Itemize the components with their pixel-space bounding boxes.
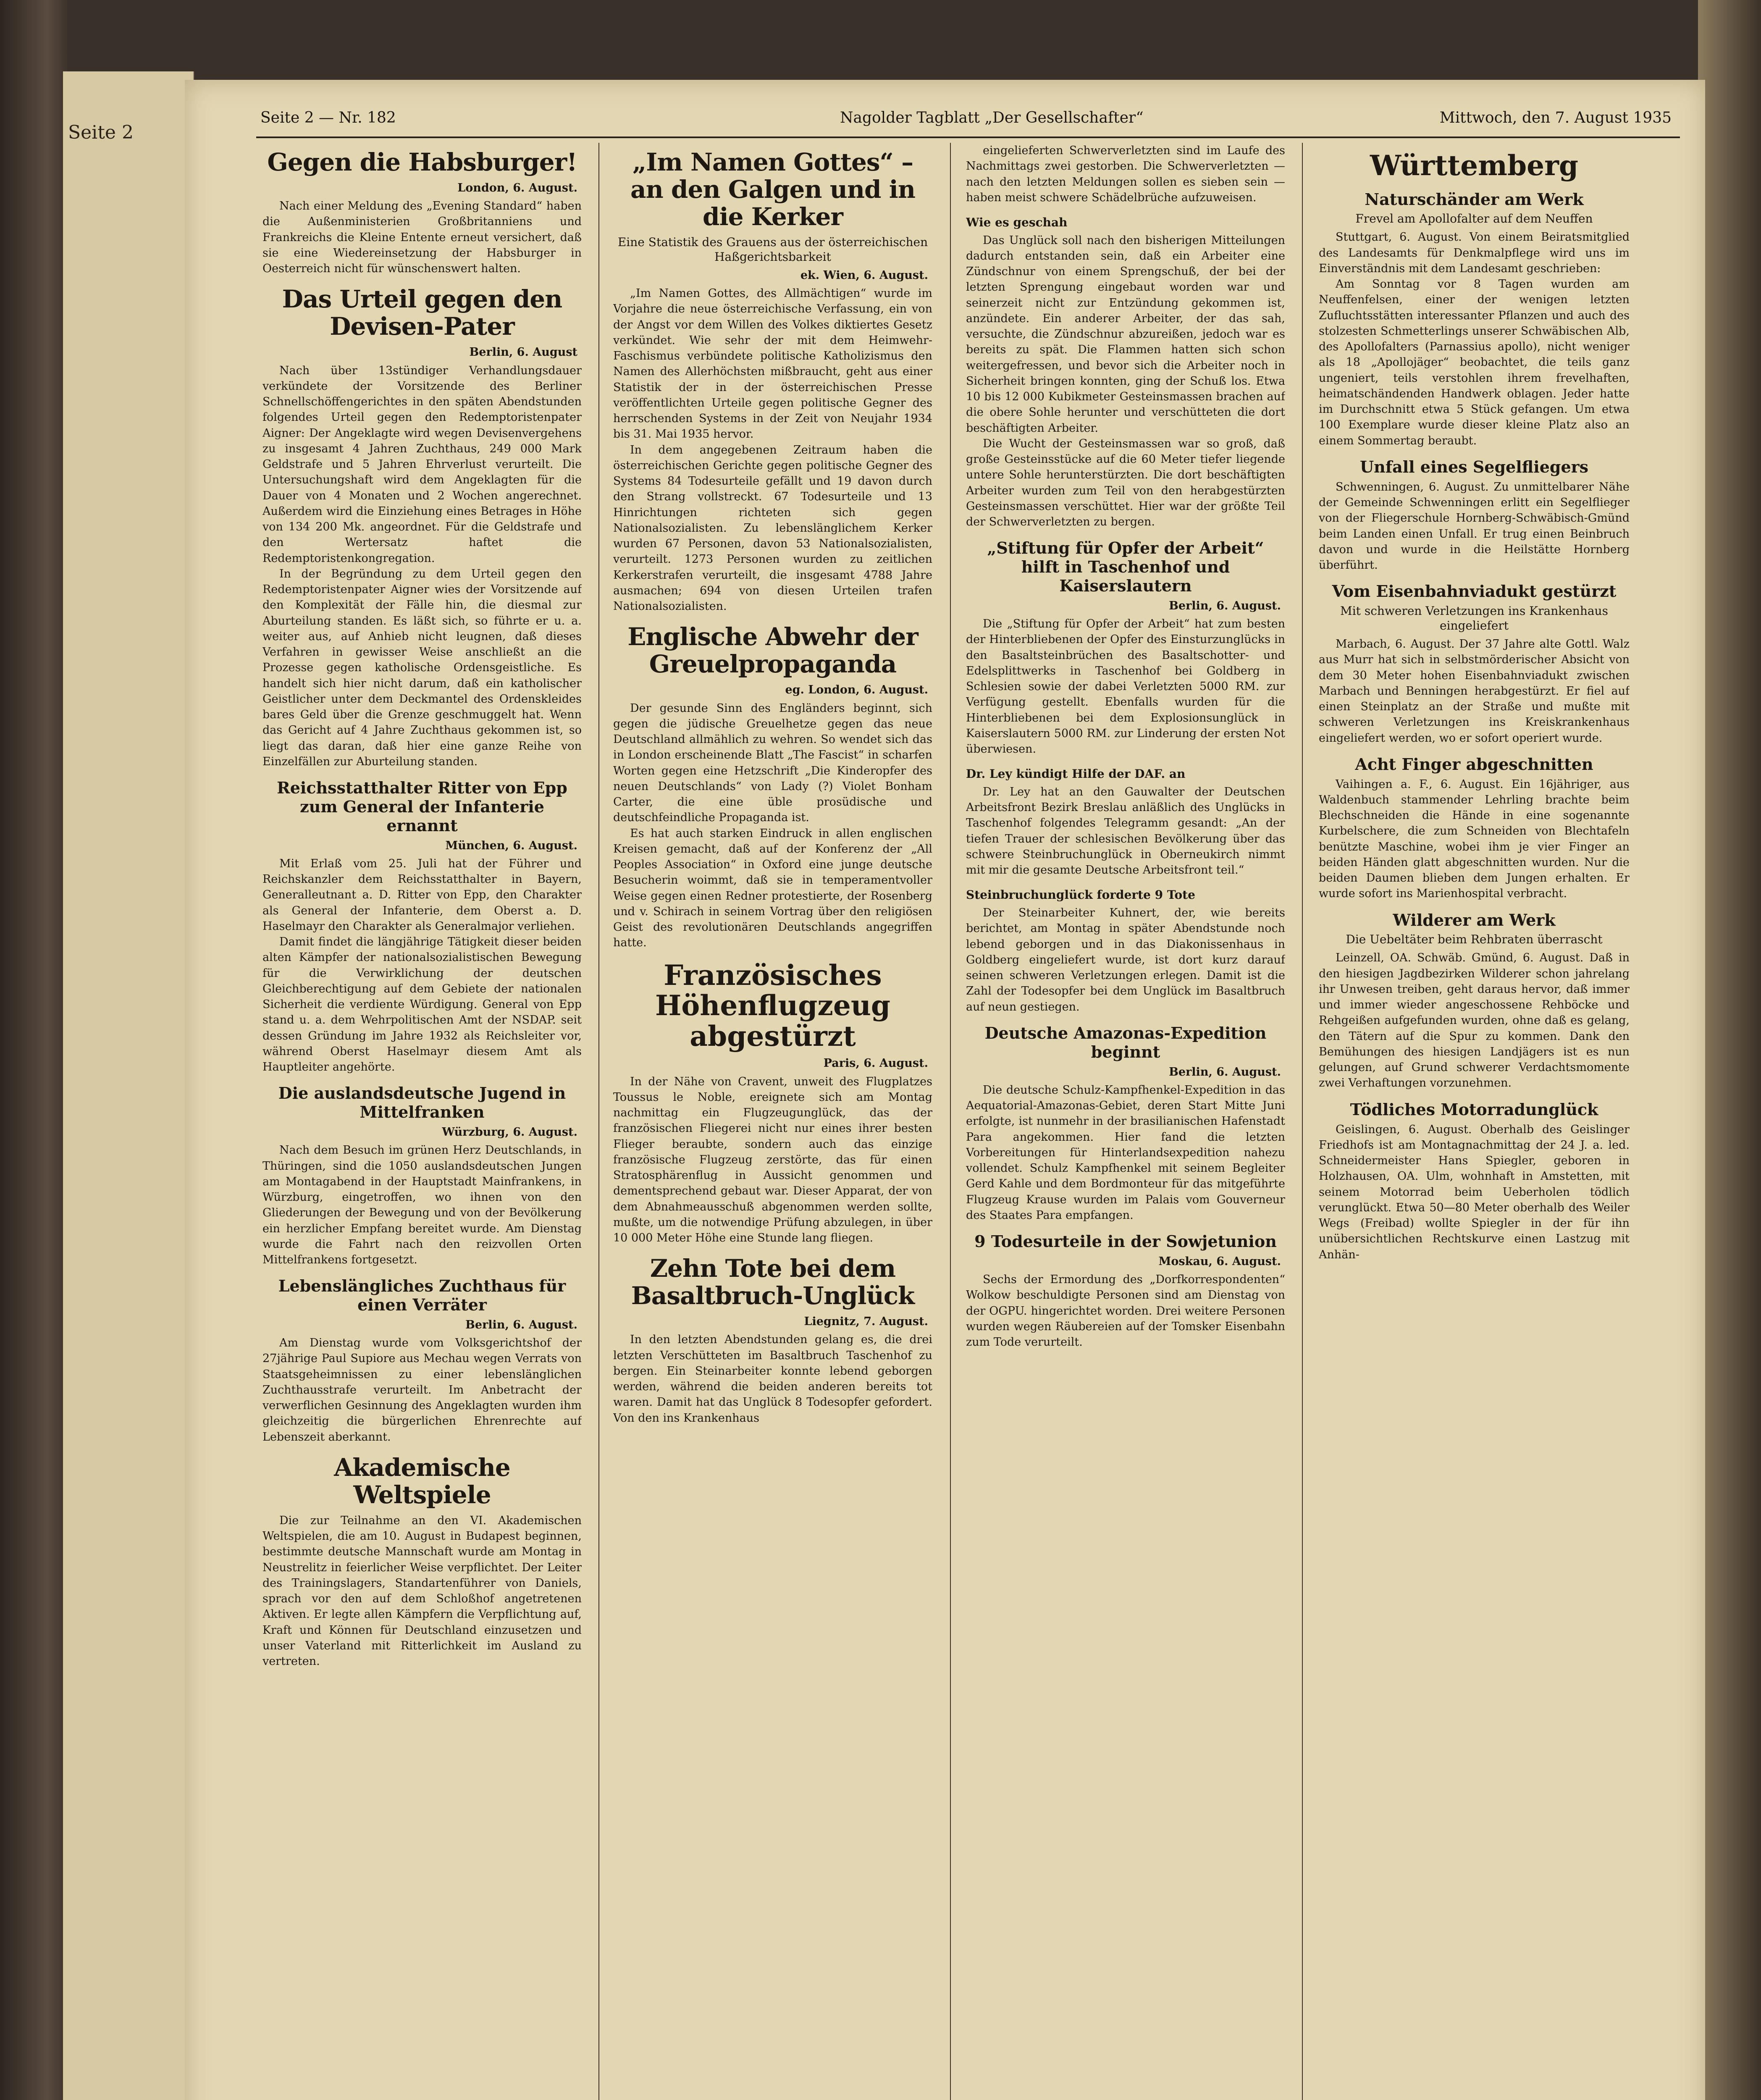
article	[966, 766, 1285, 878]
article-dateline: Paris, 6. August.	[823, 1057, 928, 1070]
article-headline: Vom Eisenbahnviadukt gestürzt	[1332, 582, 1617, 601]
column-rule	[1302, 143, 1303, 2100]
article-headline: Englische Abwehr der Greuelpropaganda	[627, 622, 918, 679]
article	[262, 286, 582, 769]
article	[966, 1024, 1285, 1223]
article-dateline: Moskau, 6. August.	[1158, 1255, 1281, 1268]
article	[1319, 911, 1630, 1091]
article-headline: „Im Namen Gottes“ – an den Galgen und in die Kerker	[630, 148, 915, 231]
column-3	[966, 143, 1285, 2100]
article-paragraph: Die Wucht der Gesteinsmassen war so groß, daß große Gesteinsstücke auf die 60 Meter tiefer liegende untere Sohle herunterstürzten. Die dort beschäftigten Arbeiter wurden zum Teil von den herabgestürzten Gesteinsmassen verschüttet. Hier war der größte Teil der Schwerverletzten zu bergen.	[966, 437, 1285, 529]
article-paragraph: „Im Namen Gottes, des Allmächtigen“ wurde im Vorjahre die neue österreichische Verfassung, ein von der Angst vor dem Willen des Volkes diktiertes Gesetz verkündet. Wie sehr der mit dem Heimwehr-Faschismus verbündete politische Katholizismus den Namen des Allerhöchsten mißbraucht, geht aus einer Statistik der in der österreichischen Presse veröffentlichten Urteile gegen politische Gegner des herrschenden Systems in der Zeit von Neujahr 1934 bis 31. Mai 1935 hervor.	[613, 287, 932, 441]
article-paragraph: Leinzell, OA. Schwäb. Gmünd, 6. August. Daß in den hiesigen Jagdbezirken Wilderer schon jahrelang ihr Unwesen treiben, geht daraus hervor, daß immer und immer wieder angeschossene Rehböcke und Rehgeißen aufgefunden wurden, ohne daß es gelang, den Tätern auf die Spur zu kommen. Dank den Bemühungen des hiesigen Landjägers ist es nun gelungen, auf Grund schwerer Verdachtsmomente zwei Verhaftungen vorzunehmen.	[1319, 951, 1630, 1090]
column-rule	[950, 143, 951, 2100]
header-newspaper-title: Nagolder Tagblatt „Der Gesellschafter“	[840, 109, 1144, 126]
article	[966, 143, 1285, 205]
article	[966, 539, 1285, 757]
article-headline: Lebenslängliches Zuchthaus für einen Verräter	[278, 1276, 566, 1315]
article-paragraph: eingelieferten Schwerverletzten sind im Laufe des Nachmittags zwei gestorben. Die Schwerverletzten — nach den letzten Meldungen sollen es sieben sein — haben meist schwere Schädelbrüche aufzuweisen.	[966, 144, 1285, 204]
article-kicker: Steinbruchunglück forderte 9 Tote	[966, 888, 1195, 902]
article-headline: Wilderer am Werk	[1393, 910, 1556, 929]
article-dateline: Berlin, 6. August.	[1169, 599, 1281, 612]
article-paragraph: Vaihingen a. F., 6. August. Ein 16jähriger, aus Waldenbuch stammender Lehrling brachte beim Blechschneiden die Hände in eine sogenannte Kurbelschere, die zum Schneiden von Blechtafeln benützte Maschine, wobei ihm je vier Finger an beiden Händen glatt abgeschnitten wurden. Nur die beiden Daumen blieben dem Jungen erhalten. Er wurde sofort ins Marienhospital verbracht.	[1319, 777, 1630, 900]
article-headline: Akademische Weltspiele	[334, 1453, 510, 1509]
article-paragraph: Die „Stiftung für Opfer der Arbeit“ hat zum besten der Hinterbliebenen der Opfer des Einsturzunglücks in den Basaltsteinbrüchen des Basaltschotter- und Edelsplittwerks in Taschenhof bei Goldberg in Schlesien sowie der dabei Verletzten 5000 RM. zur Verfügung gestellt. Ebenfalls wurden für die Hinterbliebenen bei dem Explosionsunglück in Kaiserslautern 5000 RM. zur Linderung der ersten Not überwiesen.	[966, 617, 1285, 756]
article	[1319, 582, 1630, 746]
article-kicker: Wie es geschah	[966, 215, 1068, 229]
article-paragraph: Am Dienstag wurde vom Volksgerichtshof der 27jährige Paul Supiore aus Mechau wegen Verrats von Staatsgeheimnissen zu einer lebenslänglichen Zuchthausstrafe verurteilt. Im Anbetracht der verwerflichen Gesinnung des Angeklagten wurden ihm gleichzeitig die bürgerlichen Ehrenrechte auf Lebenszeit aberkannt.	[262, 1336, 582, 1444]
article-dateline: Liegnitz, 7. August.	[804, 1315, 928, 1328]
article	[262, 1454, 582, 1669]
article-paragraph: In der Begründung zu dem Urteil gegen den Redemptoristenpater Aigner wies der Vorsitzende auf den Komplexität der Fälle hin, die diesmal zur Aburteilung standen. Es läßt sich, so führte er u. a. weiter aus, auf Anhieb nicht leugnen, daß dieses Verfahren in gewisser Weise anschließt an die Prozesse gegen katholische Ordensgeistliche. Es handelt sich hier nicht darum, daß ein katholischer Geistlicher unter dem Deckmantel des Ordenskleides bares Geld über die Grenze geschmuggelt hat. Wenn das Gericht auf 4 Jahre Zuchthaus gekommen ist, so liegt das daran, daß hier eine ganze Reihe von Einzelfällen zur Aburteilung standen.	[262, 567, 582, 768]
article	[613, 1255, 932, 1426]
book-binding	[0, 0, 67, 2100]
article	[1319, 1100, 1630, 1263]
article-paragraph: Stuttgart, 6. August. Von einem Beiratsmitglied des Landesamts für Denkmalpflege wird uns im Einverständnis mit dem Landesamt geschrieben:	[1319, 231, 1630, 275]
article-headline: Acht Finger abgeschnitten	[1355, 754, 1593, 774]
article-paragraph: Es hat auch starken Eindruck in allen englischen Kreisen gemacht, daß auf der Konferenz der „All Peoples Association“ in Oxford eine junge deutsche Besucherin woimmt, daß sie in temperamentvoller Weise gegen einen Redner protestierte, der Rosenberg und v. Schirach in seinem Vortrag über den religiösen Geist des revolutionären Deutschlands angegriffen hatte.	[613, 827, 932, 950]
article-dateline: London, 6. August.	[457, 181, 577, 194]
page-header	[260, 109, 1672, 134]
article-dateline: Würzburg, 6. August.	[442, 1126, 577, 1139]
article-paragraph: Das Unglück soll nach den bisherigen Mitteilungen dadurch entstanden sein, daß ein Arbeiter eine Zündschnur von einem Sprengschuß, der bei der letzten Sprengung eingebaut worden war und seinerzeit nicht zur Entzündung gekommen ist, anzündete. Ein anderer Arbeiter, der das sah, versuchte, die Zündschnur abzureißen, jedoch war es bereits zu spät. Die Flammen hatten sich schon weitergefressen, und bevor sich die Arbeiter noch in Sicherheit bringen konnten, ging der Schuß los. Etwa 10 bis 12 000 Kubikmeter Gesteinsmassen brachen auf die obere Sohle herunter und verschütteten die dort beschäftigten Arbeiter.	[966, 234, 1285, 435]
article-dateline: eg. London, 6. August.	[785, 683, 928, 697]
article	[613, 960, 932, 1246]
article-subheadline: Eine Statistik des Grauens aus der österreichischen Haßgerichtsbarkeit	[617, 235, 928, 264]
column-1	[262, 143, 582, 2100]
article-paragraph: Nach dem Besuch im grünen Herz Deutschlands, in Thüringen, sind die 1050 auslandsdeutschen Jungen am Montagabend in der Hauptstadt Mainfrankens, in Würzburg, eingetroffen, wo ihnen von den Gliederungen der Bewegung und von der Bevölkerung ein herzlicher Empfang bereitet wurde. Am Dienstag wurde die Fahrt nach den reizvollen Orten Mittelfrankens fortgesetzt.	[262, 1144, 582, 1266]
previous-page-header: Seite 2	[68, 122, 134, 143]
article-paragraph: Marbach, 6. August. Der 37 Jahre alte Gottl. Walz aus Murr hat sich in selbstmörderischer Absicht von dem 30 Meter hohen Eisenbahnviadukt zwischen Marbach und Benningen herabgestürzt. Er fiel auf einen Steinplatz an der Straße und mußte mit schweren Verletzungen ins Kreiskrankenhaus eingeliefert werden, wo er sofort operiert wurde.	[1319, 638, 1630, 745]
article-subheadline: Frevel am Apollofalter auf dem Neuffen	[1355, 212, 1593, 226]
article	[613, 149, 932, 614]
article-dateline: Berlin, 6. August.	[1169, 1065, 1281, 1079]
article-dateline: München, 6. August.	[445, 839, 577, 852]
article-paragraph: Dr. Ley hat an den Gauwalter der Deutschen Arbeitsfront Bezirk Breslau anläßlich des Unglücks in Taschenhof folgendes Telegramm gesandt: „An der tiefen Trauer der schlesischen Bevölkerung über das schwere Steinbruchunglück in Oberneukirch nimmt mit mir die gesamte Deutsche Arbeitsfront teil.“	[966, 785, 1285, 877]
article-dateline: ek. Wien, 6. August.	[800, 268, 928, 282]
header-page-number: Seite 2 — Nr. 182	[260, 109, 396, 126]
article-dateline: Berlin, 6. August	[469, 346, 577, 359]
column-rule	[598, 143, 599, 2100]
article-headline: Unfall eines Segelfliegers	[1359, 457, 1589, 476]
article-headline: Tödliches Motorradunglück	[1350, 1100, 1598, 1119]
article-paragraph: Die deutsche Schulz-Kampfhenkel-Expedition in das Aequatorial-Amazonas-Gebiet, deren Start Mitte Juni erfolgte, ist nunmehr in der brasilianischen Hafenstadt Para angekommen. Hier fand die letzten Vorbereitungen für Hinterlandsexpedition nahezu vollendet. Schulz Kampfhenkel mit seinem Begleiter Gerd Kahle und dem Bordmonteur für das mitgeführte Flugzeug Krause wurden im Palais vom Gouverneur des Staates Para empfangen.	[966, 1083, 1285, 1222]
article-headline: Zehn Tote bei dem Basaltbruch-Unglück	[631, 1254, 915, 1310]
article-paragraph: Geislingen, 6. August. Oberhalb des Geislinger Friedhofs ist am Montagnachmittag der 24 J. a. led. Schneidermeister Hans Spiegler, geboren in Holzhausen, OA. Ulm, wohnhaft in Amstetten, mit seinem Motorrad beim Ueberholen tödlich verunglückt. Etwa 50—80 Meter oberhalb des Weiler Wegs (Freibad) wollte Spiegler in der für ihn unübersichtlichen Rechtskurve einen Lastzug mit Anhän-	[1319, 1123, 1630, 1261]
article	[262, 149, 582, 276]
newspaper-page	[185, 80, 1705, 2100]
article	[966, 887, 1285, 1014]
article-headline: Naturschänder am Werk	[1365, 189, 1584, 209]
article-headline: „Stiftung für Opfer der Arbeit“ hilft in Taschenhof und Kaiserslautern	[987, 538, 1264, 596]
article-dateline: Berlin, 6. August.	[465, 1318, 577, 1331]
article-paragraph: In der Nähe von Cravent, unweit des Flugplatzes Toussus le Noble, ereignete sich am Montag nachmittag ein Flugzeugunglück, das der französischen Fliegerei nicht nur eines ihrer besten Flieger beraubte, sondern auch das einzige französische Flugzeug zerstörte, das für einen Stratosphärenflug in Aussicht genommen und dementsprechend gebaut war. Dieser Apparat, der von dem Abnahmeausschuß abgenommen werden sollte, mußte, um die notwendige Prüfung abzulegen, in über 10 000 Meter Höhe eine Stunde lang fliegen.	[613, 1075, 932, 1245]
article-subheadline: Mit schweren Verletzungen ins Krankenhaus eingeliefert	[1340, 604, 1608, 633]
article	[262, 779, 582, 1075]
article-paragraph: In den letzten Abendstunden gelang es, die drei letzten Verschütteten im Basaltbruch Taschenhof zu bergen. Ein Steinarbeiter konnte lebend geborgen werden, während die beiden anderen bereits tot waren. Damit hat das Unglück 8 Todesopfer gefordert. Von den ins Krankenhaus	[613, 1333, 932, 1425]
article-paragraph: Nach einer Meldung des „Evening Standard“ haben die Außenministerien Großbritanniens und Frankreichs die Kleine Entente erneut versichert, daß sie eine Wiedereinsetzung der Habsburger in Oesterreich nicht für wünschenswert halten.	[262, 200, 582, 276]
article-kicker: Dr. Ley kündigt Hilfe der DAF. an	[966, 767, 1186, 781]
article-subheadline: Die Uebeltäter beim Rehbraten überrascht	[1346, 932, 1603, 947]
article-headline: Französisches Höhenflugzeug abgestürzt	[655, 958, 891, 1053]
article-paragraph: Damit findet die längjährige Tätigkeit dieser beiden alten Kämpfer der nationalsozialistischen Bewegung für die Verwirklichung der deutschen Gleichberechtigung auf dem Gebiete der nationalen Sicherheit die verdiente Würdigung. General von Epp stand u. a. dem Wehrpolitischen Amt der NSDAP. seit dessen Gründung im Jahre 1932 als Reichsleiter vor, während Oberst Haselmayr diesem Amt als Hauptleiter angehörte.	[262, 935, 582, 1074]
article	[613, 623, 932, 950]
header-date: Mittwoch, den 7. August 1935	[1439, 109, 1672, 126]
article-headline: Die auslandsdeutsche Jugend in Mittelfranken	[278, 1084, 566, 1122]
column-4	[1319, 143, 1630, 2100]
article	[262, 1084, 582, 1268]
article	[1319, 755, 1630, 902]
article-paragraph: Schwenningen, 6. August. Zu unmittelbarer Nähe der Gemeinde Schwenningen erlitt ein Segelflieger von der Fliegerschule Hornberg-Schwäbisch-Gmünd beim Landen einen Unfall. Er trug einen Beinbruch davon und wurde in die Heilstätte Hornberg überführt.	[1319, 480, 1630, 572]
article-headline: Das Urteil gegen den Devisen-Pater	[282, 285, 562, 341]
header-rule	[256, 136, 1680, 138]
article-headline: Gegen die Habsburger!	[267, 148, 577, 176]
article	[262, 1277, 582, 1445]
article-paragraph: Am Sonntag vor 8 Tagen wurden am Neuffenfelsen, einer der wenigen letzten Zufluchtsstätten interessanter Pflanzen und auch des stolzesten Schmetterlings unserer Schwäbischen Alb, des Apollofalters (Parnassius apollo), nicht weniger als 18 „Apollojäger“ beobachtet, die teils ganz ungeniert, teils verstohlen ihrem frevelhaften, heimatschändenden Handwerk oblagen. Jeder hatte im Durchschnitt etwa 5 Stück gefangen. Um etwa 100 Exemplare wurde dieser kleine Platz also an einem Sommertag beraubt.	[1319, 278, 1630, 447]
article-paragraph: Die zur Teilnahme an den VI. Akademischen Weltspielen, die am 10. August in Budapest beginnen, bestimmte deutsche Mannschaft wurde am Montag in Neustrelitz in feierlicher Weise verpflichtet. Der Leiter des Trainingslagers, Standartenführer von Daniels, sprach vor den auf dem Schloßhof angetretenen Aktiven. Er legte allen Kämpfern die Verpflichtung auf, Kraft und Können für Deutschland einzusetzen und unser Vaterland mit Ritterlichkeit im Ausland zu vertreten.	[262, 1514, 582, 1668]
article-paragraph: Der Steinarbeiter Kuhnert, der, wie bereits berichtet, am Montag in später Abendstunde noch lebend geborgen und in das Diakonissenhaus in Goldberg eingeliefert wurde, ist dort kurz darauf seinen schweren Verletzungen erlegen. Damit ist die Zahl der Todesopfer bei dem Unglück im Basaltbruch auf neun gestiegen.	[966, 906, 1285, 1013]
article	[1319, 190, 1630, 449]
page-edge-shadow	[1698, 0, 1761, 2100]
article	[966, 1232, 1285, 1350]
previous-page-edge	[63, 71, 194, 2100]
article	[966, 215, 1285, 530]
article-headline: Reichsstatthalter Ritter von Epp zum General der Infanterie ernannt	[277, 778, 567, 835]
article-headline: Deutsche Amazonas-Expedition beginnt	[984, 1023, 1267, 1061]
article-headline: Württemberg	[1370, 149, 1579, 182]
article-headline: 9 Todesurteile in der Sowjetunion	[974, 1232, 1277, 1251]
article-paragraph: In dem angegebenen Zeitraum haben die österreichischen Gerichte gegen politische Gegner des Systems 84 Todesurteile gefällt und 19 davon durch den Strang vollstreckt. 67 Todesurteile und 13 Hinrichtungen richteten sich gegen Nationalsozialisten. Zu lebenslänglichem Kerker wurden 67 Personen, davon 53 Nationalsozialisten, verurteilt. 1273 Personen wurden zu zeitlichen Kerkerstrafen verurteilt, die insgesamt 4788 Jahre ausmachen; 694 von diesen Urteilen trafen Nationalsozialisten.	[613, 443, 932, 613]
column-2	[613, 143, 932, 2100]
article-paragraph: Der gesunde Sinn des Engländers beginnt, sich gegen die jüdische Greuelhetze gegen das neue Deutschland allmählich zu wehren. So wendet sich das in London erscheinende Blatt „The Fascist“ in scharfen Worten gegen eine Hetzschrift „Die Kinderopfer des neuen Deutschlands“ von Lady (?) Violet Bonham Carter, die eine üble prosüdische und deutschfeindliche Propaganda ist.	[613, 701, 932, 824]
article-paragraph: Mit Erlaß vom 25. Juli hat der Führer und Reichskanzler dem Reichsstatthalter in Bayern, Generalleutnant a. D. Ritter von Epp, den Charakter als General der Infanterie, dem Oberst a. D. Haselmayr den Charakter als Generalmajor verliehen.	[262, 857, 582, 933]
article-paragraph: Sechs der Ermordung des „Dorfkorrespondenten“ Wolkow beschuldigte Personen sind am Dienstag von der OGPU. hingerichtet worden. Drei weitere Personen wurden wegen Räubereien auf der Tomsker Eisenbahn zum Tode verurteilt.	[966, 1273, 1285, 1349]
article	[1319, 150, 1630, 181]
article-paragraph: Nach über 13stündiger Verhandlungsdauer verkündete der Vorsitzende des Berliner Schnellschöffengerichtes in den späten Abendstunden folgendes Urteil gegen den Redemptoristenpater Aigner: Der Angeklagte wird wegen Devisenvergehens zu insgesamt 4 Jahren Zuchthaus, 249 000 Mark Geldstrafe und 5 Jahren Ehrverlust verurteilt. Die Untersuchungshaft wird dem Angeklagten für die Dauer von 4 Monaten und 2 Wochen angerechnet. Außerdem wird die Einziehung eines Betrages in Höhe von 134 200 Mk. angeordnet. Für die Geldstrafe und den Wertersatz haftet die Redemptoristenkongregation.	[262, 364, 582, 565]
article	[1319, 458, 1630, 573]
